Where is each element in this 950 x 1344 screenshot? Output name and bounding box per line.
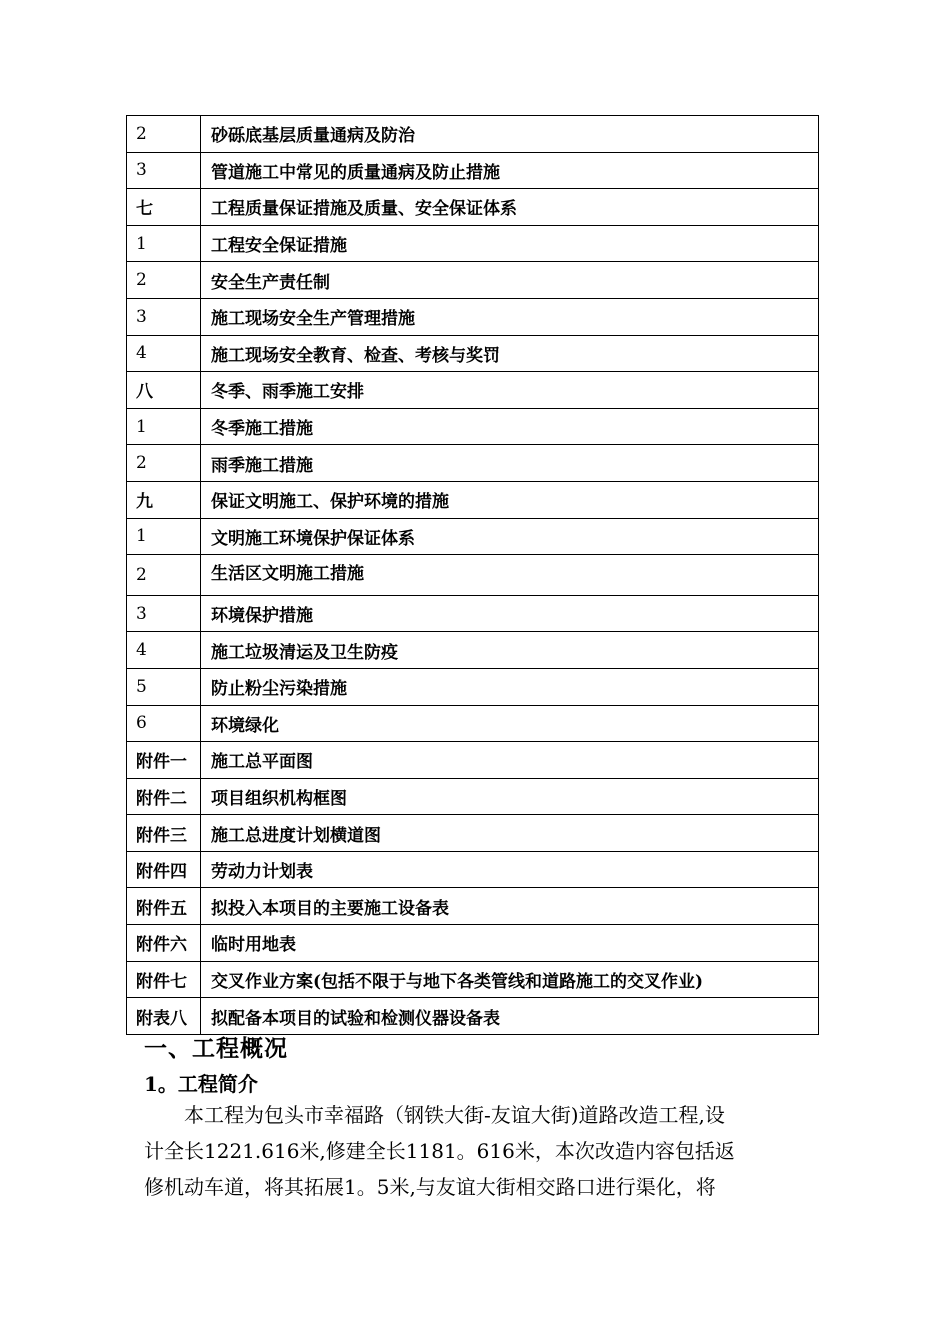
toc-row-title: 防止粉尘污染措施 — [201, 668, 819, 705]
toc-row-number: 3 — [127, 595, 201, 632]
toc-row-title: 施工总进度计划横道图 — [201, 815, 819, 852]
toc-row-number: 附件五 — [127, 888, 201, 925]
toc-row — [127, 262, 819, 299]
toc-row-number: 3 — [127, 298, 201, 335]
toc-row-number: 1 — [127, 225, 201, 262]
toc-row-title: 生活区文明施工措施 — [201, 555, 819, 596]
toc-row — [127, 445, 819, 482]
table-of-contents — [126, 115, 819, 1035]
toc-row-title: 安全生产责任制 — [201, 262, 819, 299]
toc-row-title: 管道施工中常见的质量通病及防止措施 — [201, 152, 819, 189]
toc-row — [127, 116, 819, 153]
toc-row-number: 九 — [127, 481, 201, 518]
toc-row-title: 工程质量保证措施及质量、安全保证体系 — [201, 189, 819, 226]
subsection-heading: 1。工程简介 — [144, 1072, 258, 1096]
toc-row — [127, 372, 819, 409]
toc-row-title: 砂砾底基层质量通病及防治 — [201, 116, 819, 153]
toc-row — [127, 595, 819, 632]
toc-row-number: 4 — [127, 632, 201, 669]
section-heading: 一、工程概况 — [144, 1035, 288, 1062]
toc-row — [127, 925, 819, 962]
toc-row-title: 施工现场安全生产管理措施 — [201, 298, 819, 335]
toc-row — [127, 742, 819, 779]
toc-row-title: 施工现场安全教育、检查、考核与奖罚 — [201, 335, 819, 372]
toc-row-number: 4 — [127, 335, 201, 372]
toc-row — [127, 225, 819, 262]
paragraph-line: 本工程为包头市幸福路（钢铁大街-友谊大街)道路改造工程,设 — [184, 1103, 725, 1127]
toc-row — [127, 632, 819, 669]
toc-row-title: 施工垃圾清运及卫生防疫 — [201, 632, 819, 669]
toc-row-number: 2 — [127, 262, 201, 299]
body-paragraph — [144, 1097, 812, 1205]
toc-row-number: 2 — [127, 445, 201, 482]
toc-row — [127, 152, 819, 189]
toc-row-number: 附件四 — [127, 851, 201, 888]
paragraph-line: 计全长1221.616米,修建全长1181。616米，本次改造内容包括返 — [144, 1139, 735, 1163]
toc-row — [127, 705, 819, 742]
toc-row-number: 七 — [127, 189, 201, 226]
toc-row-number: 2 — [127, 555, 201, 596]
toc-row-title: 施工总平面图 — [201, 742, 819, 779]
toc-row-number: 附件三 — [127, 815, 201, 852]
toc-row-title: 交叉作业方案(包括不限于与地下各类管线和道路施工的交叉作业) — [201, 961, 819, 998]
toc-row-number: 八 — [127, 372, 201, 409]
toc-row — [127, 668, 819, 705]
toc-row-number: 2 — [127, 116, 201, 153]
toc-row — [127, 555, 819, 596]
toc-row-title: 保证文明施工、保护环境的措施 — [201, 481, 819, 518]
toc-row-title: 项目组织机构框图 — [201, 778, 819, 815]
toc-row — [127, 335, 819, 372]
toc-row-number: 6 — [127, 705, 201, 742]
toc-row-title: 临时用地表 — [201, 925, 819, 962]
toc-row-title: 冬季施工措施 — [201, 408, 819, 445]
toc-row-title: 文明施工环境保护保证体系 — [201, 518, 819, 555]
toc-row-title: 环境绿化 — [201, 705, 819, 742]
toc-row — [127, 408, 819, 445]
toc-row — [127, 518, 819, 555]
toc-row-number: 附件七 — [127, 961, 201, 998]
toc-row — [127, 778, 819, 815]
toc-row-number: 附表八 — [127, 998, 201, 1035]
toc-row — [127, 998, 819, 1035]
toc-row-number: 附件一 — [127, 742, 201, 779]
toc-row-title: 拟投入本项目的主要施工设备表 — [201, 888, 819, 925]
paragraph-line: 修机动车道，将其拓展1。5米,与友谊大街相交路口进行渠化，将 — [144, 1175, 716, 1199]
toc-row-number: 1 — [127, 518, 201, 555]
toc-row — [127, 815, 819, 852]
toc-row — [127, 961, 819, 998]
toc-row — [127, 481, 819, 518]
toc-row — [127, 189, 819, 226]
toc-row-number: 5 — [127, 668, 201, 705]
toc-row-number: 1 — [127, 408, 201, 445]
toc-row-title: 环境保护措施 — [201, 595, 819, 632]
toc-row-title: 劳动力计划表 — [201, 851, 819, 888]
toc-row-number: 3 — [127, 152, 201, 189]
toc-row-title: 雨季施工措施 — [201, 445, 819, 482]
toc-body — [127, 116, 819, 1035]
toc-row-number: 附件二 — [127, 778, 201, 815]
toc-row — [127, 298, 819, 335]
toc-row — [127, 851, 819, 888]
toc-row-title: 冬季、雨季施工安排 — [201, 372, 819, 409]
toc-row — [127, 888, 819, 925]
toc-row-title: 拟配备本项目的试验和检测仪器设备表 — [201, 998, 819, 1035]
toc-row-number: 附件六 — [127, 925, 201, 962]
toc-row-title: 工程安全保证措施 — [201, 225, 819, 262]
